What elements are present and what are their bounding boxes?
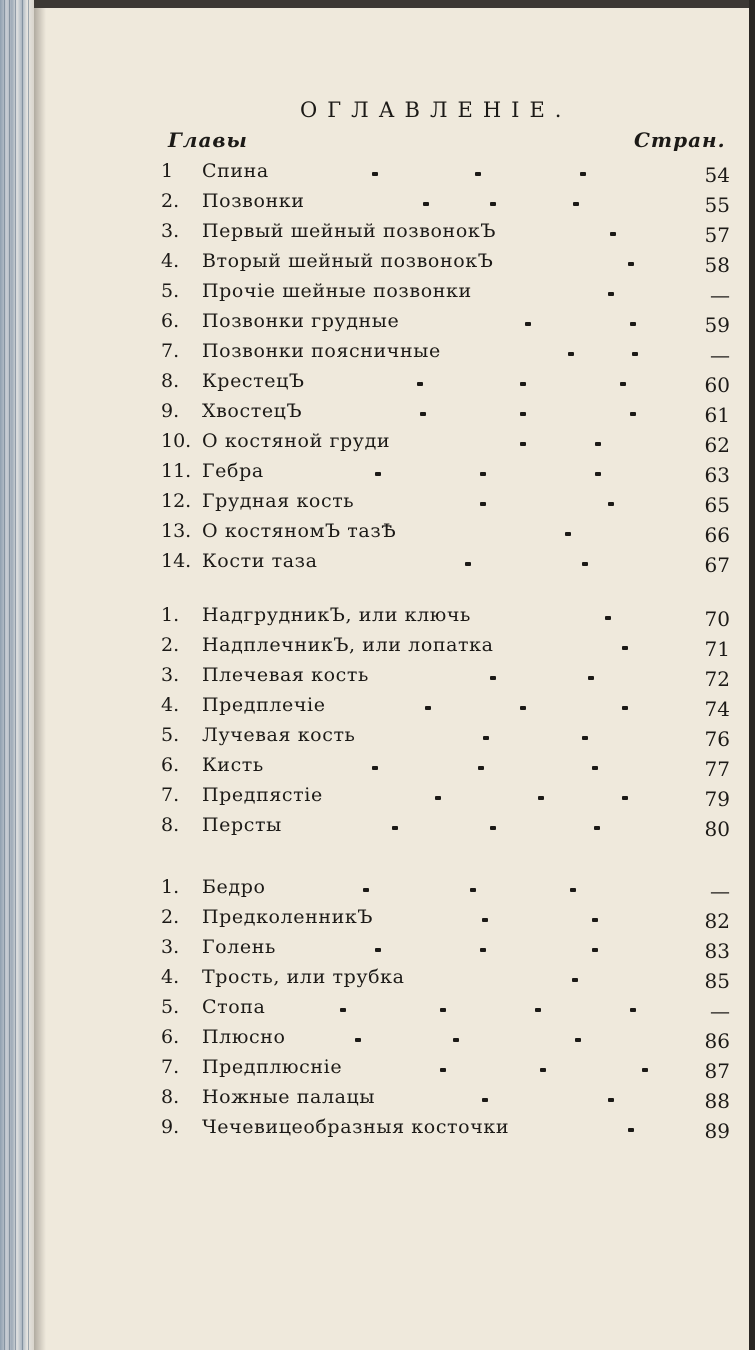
page-number: 61 xyxy=(704,403,730,427)
leader-dot xyxy=(622,646,628,650)
chapter-number: 1 xyxy=(161,160,174,182)
chapter-number: 3. xyxy=(161,664,180,686)
chapter-title: О костяномЪ тазѢ xyxy=(202,520,397,542)
leader-dot xyxy=(520,382,526,386)
page-title: ОГЛАВЛЕНІЕ. xyxy=(300,98,572,122)
leader-dot xyxy=(610,232,616,236)
toc-row xyxy=(0,1026,755,1054)
page-number: 63 xyxy=(704,463,730,487)
toc-row xyxy=(0,310,755,338)
toc-row xyxy=(0,460,755,488)
toc-row xyxy=(0,664,755,692)
leader-dot xyxy=(592,948,598,952)
leader-dot xyxy=(580,172,586,176)
leader-dot xyxy=(630,1008,636,1012)
leader-dot xyxy=(480,948,486,952)
chapter-number: 10. xyxy=(161,430,192,452)
chapter-number: 5. xyxy=(161,280,180,302)
chapter-number: 3. xyxy=(161,936,180,958)
leader-dot xyxy=(642,1068,648,1072)
leader-dot xyxy=(535,1008,541,1012)
chapter-title: Трость, или трубка xyxy=(202,966,405,988)
page-number: — xyxy=(710,879,730,903)
leader-dot xyxy=(608,292,614,296)
leader-dot xyxy=(470,888,476,892)
leader-dot xyxy=(465,562,471,566)
toc-row xyxy=(0,430,755,458)
toc-row xyxy=(0,490,755,518)
chapter-number: 4. xyxy=(161,694,180,716)
chapter-number: 8. xyxy=(161,370,180,392)
toc-row xyxy=(0,814,755,842)
toc-row xyxy=(0,1116,755,1144)
leader-dots xyxy=(0,550,755,578)
leader-dot xyxy=(630,322,636,326)
leader-dot xyxy=(573,202,579,206)
leader-dots xyxy=(0,370,755,398)
chapter-title: Позвонки поясничные xyxy=(202,340,441,362)
leader-dot xyxy=(355,1038,361,1042)
chapter-number: 1. xyxy=(161,876,180,898)
leader-dot xyxy=(480,472,486,476)
leader-dots xyxy=(0,160,755,188)
chapter-number: 6. xyxy=(161,1026,180,1048)
toc-row xyxy=(0,280,755,308)
chapter-title: Лучевая кость xyxy=(202,724,356,746)
page-number: — xyxy=(710,343,730,367)
chapter-number: 7. xyxy=(161,784,180,806)
chapter-title: Голень xyxy=(202,936,276,958)
chapter-title: Позвонки xyxy=(202,190,305,212)
toc-row xyxy=(0,936,755,964)
leader-dots xyxy=(0,460,755,488)
chapter-number: 6. xyxy=(161,754,180,776)
page-number: 71 xyxy=(704,637,730,661)
leader-dot xyxy=(475,172,481,176)
leader-dot xyxy=(595,442,601,446)
leader-dot xyxy=(372,172,378,176)
leader-dot xyxy=(375,948,381,952)
leader-dot xyxy=(478,766,484,770)
leader-dot xyxy=(632,352,638,356)
chapter-title: Прочіе шейные позвонки xyxy=(202,280,472,302)
page-number: 79 xyxy=(704,787,730,811)
leader-dot xyxy=(538,796,544,800)
page-number: 86 xyxy=(704,1029,730,1053)
leader-dot xyxy=(520,442,526,446)
chapter-title: О костяной груди xyxy=(202,430,391,452)
leader-dot xyxy=(525,322,531,326)
toc-row xyxy=(0,996,755,1024)
leader-dot xyxy=(520,412,526,416)
leader-dots xyxy=(0,754,755,782)
leader-dots xyxy=(0,1086,755,1114)
leader-dot xyxy=(622,706,628,710)
leader-dot xyxy=(588,676,594,680)
leader-dot xyxy=(453,1038,459,1042)
toc-row xyxy=(0,370,755,398)
toc-row xyxy=(0,1056,755,1084)
leader-dot xyxy=(565,532,571,536)
chapter-number: 6. xyxy=(161,310,180,332)
leader-dots xyxy=(0,784,755,812)
leader-dot xyxy=(375,472,381,476)
chapter-title: НадгрудникЪ, или ключь xyxy=(202,604,471,626)
chapter-number: 4. xyxy=(161,250,180,272)
leader-dots xyxy=(0,490,755,518)
page-number: 87 xyxy=(704,1059,730,1083)
toc-row xyxy=(0,220,755,248)
leader-dots xyxy=(0,664,755,692)
chapter-title: Первый шейный позвонокЪ xyxy=(202,220,497,242)
toc-row xyxy=(0,876,755,904)
page-number: 62 xyxy=(704,433,730,457)
chapter-number: 8. xyxy=(161,814,180,836)
chapter-title: Предплечіе xyxy=(202,694,326,716)
page-number: 70 xyxy=(704,607,730,631)
page-number: 83 xyxy=(704,939,730,963)
chapter-title: Вторый шейный позвонокЪ xyxy=(202,250,494,272)
chapters-header: Главы xyxy=(168,128,248,152)
leader-dots xyxy=(0,1026,755,1054)
page-number: 88 xyxy=(704,1089,730,1113)
chapter-title: ПредколенникЪ xyxy=(202,906,374,928)
toc-row xyxy=(0,250,755,278)
toc-row xyxy=(0,604,755,632)
chapter-title: Позвонки грудные xyxy=(202,310,400,332)
leader-dot xyxy=(482,918,488,922)
chapter-title: Предпястіе xyxy=(202,784,323,806)
leader-dot xyxy=(440,1068,446,1072)
chapter-title: Стопа xyxy=(202,996,266,1018)
leader-dot xyxy=(582,736,588,740)
leader-dot xyxy=(575,1038,581,1042)
chapter-number: 4. xyxy=(161,966,180,988)
chapter-title: Грудная кость xyxy=(202,490,355,512)
toc-row xyxy=(0,694,755,722)
toc-row xyxy=(0,160,755,188)
chapter-title: Кисть xyxy=(202,754,264,776)
leader-dot xyxy=(420,412,426,416)
page-number: 60 xyxy=(704,373,730,397)
chapter-title: Плечевая кость xyxy=(202,664,369,686)
leader-dots xyxy=(0,906,755,934)
page-number: 55 xyxy=(704,193,730,217)
page-number: — xyxy=(710,283,730,307)
chapter-number: 9. xyxy=(161,400,180,422)
page-number: — xyxy=(710,999,730,1023)
toc-row xyxy=(0,520,755,548)
page-number: 59 xyxy=(704,313,730,337)
leader-dot xyxy=(392,826,398,830)
page-number: 89 xyxy=(704,1119,730,1143)
chapter-number: 5. xyxy=(161,996,180,1018)
page-number: 80 xyxy=(704,817,730,841)
toc-row xyxy=(0,784,755,812)
chapter-number: 14. xyxy=(161,550,192,572)
leader-dot xyxy=(372,766,378,770)
leader-dot xyxy=(595,472,601,476)
toc-row xyxy=(0,906,755,934)
leader-dot xyxy=(570,888,576,892)
toc-row xyxy=(0,190,755,218)
toc-row xyxy=(0,1086,755,1114)
leader-dot xyxy=(582,562,588,566)
chapter-title: Гебра xyxy=(202,460,264,482)
page-top-edge xyxy=(0,0,755,8)
chapter-title: Бедро xyxy=(202,876,266,898)
leader-dot xyxy=(480,502,486,506)
leader-dot xyxy=(482,1098,488,1102)
chapter-title: ХвостецЪ xyxy=(202,400,303,422)
chapter-title: Спина xyxy=(202,160,269,182)
chapter-title: КрестецЪ xyxy=(202,370,305,392)
leader-dots xyxy=(0,876,755,904)
leader-dot xyxy=(490,676,496,680)
page-number: 72 xyxy=(704,667,730,691)
chapter-title: Предплюсніе xyxy=(202,1056,343,1078)
page-number: 65 xyxy=(704,493,730,517)
page-number: 76 xyxy=(704,727,730,751)
leader-dots xyxy=(0,996,755,1024)
page-number: 77 xyxy=(704,757,730,781)
leader-dot xyxy=(605,616,611,620)
leader-dot xyxy=(622,796,628,800)
chapter-number: 2. xyxy=(161,906,180,928)
leader-dot xyxy=(628,262,634,266)
toc-row xyxy=(0,340,755,368)
leader-dot xyxy=(363,888,369,892)
chapter-number: 13. xyxy=(161,520,192,542)
page-number: 58 xyxy=(704,253,730,277)
leader-dot xyxy=(340,1008,346,1012)
leader-dot xyxy=(425,706,431,710)
leader-dot xyxy=(608,1098,614,1102)
chapter-number: 1. xyxy=(161,604,180,626)
toc-row xyxy=(0,754,755,782)
chapter-number: 12. xyxy=(161,490,192,512)
leader-dot xyxy=(483,736,489,740)
page-number: 57 xyxy=(704,223,730,247)
leader-dots xyxy=(0,694,755,722)
page-number: 82 xyxy=(704,909,730,933)
page-number: 85 xyxy=(704,969,730,993)
pages-header: Стран. xyxy=(634,128,726,152)
leader-dot xyxy=(594,826,600,830)
leader-dot xyxy=(540,1068,546,1072)
chapter-number: 8. xyxy=(161,1086,180,1108)
chapter-number: 9. xyxy=(161,1116,180,1138)
leader-dot xyxy=(608,502,614,506)
leader-dots xyxy=(0,814,755,842)
chapter-title: Ножные палацы xyxy=(202,1086,376,1108)
chapter-title: Плюсно xyxy=(202,1026,286,1048)
chapter-title: Кости таза xyxy=(202,550,318,572)
chapter-number: 3. xyxy=(161,220,180,242)
leader-dot xyxy=(592,766,598,770)
leader-dot xyxy=(628,1128,634,1132)
leader-dot xyxy=(520,706,526,710)
chapter-title: НадплечникЪ, или лопатка xyxy=(202,634,494,656)
chapter-number: 7. xyxy=(161,340,180,362)
leader-dots xyxy=(0,190,755,218)
page-number: 74 xyxy=(704,697,730,721)
chapter-number: 5. xyxy=(161,724,180,746)
chapter-number: 11. xyxy=(161,460,192,482)
chapter-title: Персты xyxy=(202,814,282,836)
chapter-number: 2. xyxy=(161,190,180,212)
leader-dot xyxy=(417,382,423,386)
leader-dot xyxy=(592,918,598,922)
leader-dot xyxy=(490,826,496,830)
toc-row xyxy=(0,966,755,994)
page-number: 67 xyxy=(704,553,730,577)
leader-dot xyxy=(630,412,636,416)
chapter-title: Чечевицеобразныя косточки xyxy=(202,1116,510,1138)
leader-dot xyxy=(490,202,496,206)
toc-row xyxy=(0,550,755,578)
leader-dots xyxy=(0,724,755,752)
leader-dot xyxy=(620,382,626,386)
leader-dot xyxy=(568,352,574,356)
leader-dots xyxy=(0,1056,755,1084)
leader-dot xyxy=(440,1008,446,1012)
leader-dot xyxy=(423,202,429,206)
leader-dot xyxy=(435,796,441,800)
chapter-number: 7. xyxy=(161,1056,180,1078)
leader-dots xyxy=(0,936,755,964)
toc-row xyxy=(0,634,755,662)
chapter-number: 2. xyxy=(161,634,180,656)
leader-dots xyxy=(0,400,755,428)
page-number: 54 xyxy=(704,163,730,187)
page-number: 66 xyxy=(704,523,730,547)
leader-dot xyxy=(572,978,578,982)
toc-row xyxy=(0,724,755,752)
toc-row xyxy=(0,400,755,428)
